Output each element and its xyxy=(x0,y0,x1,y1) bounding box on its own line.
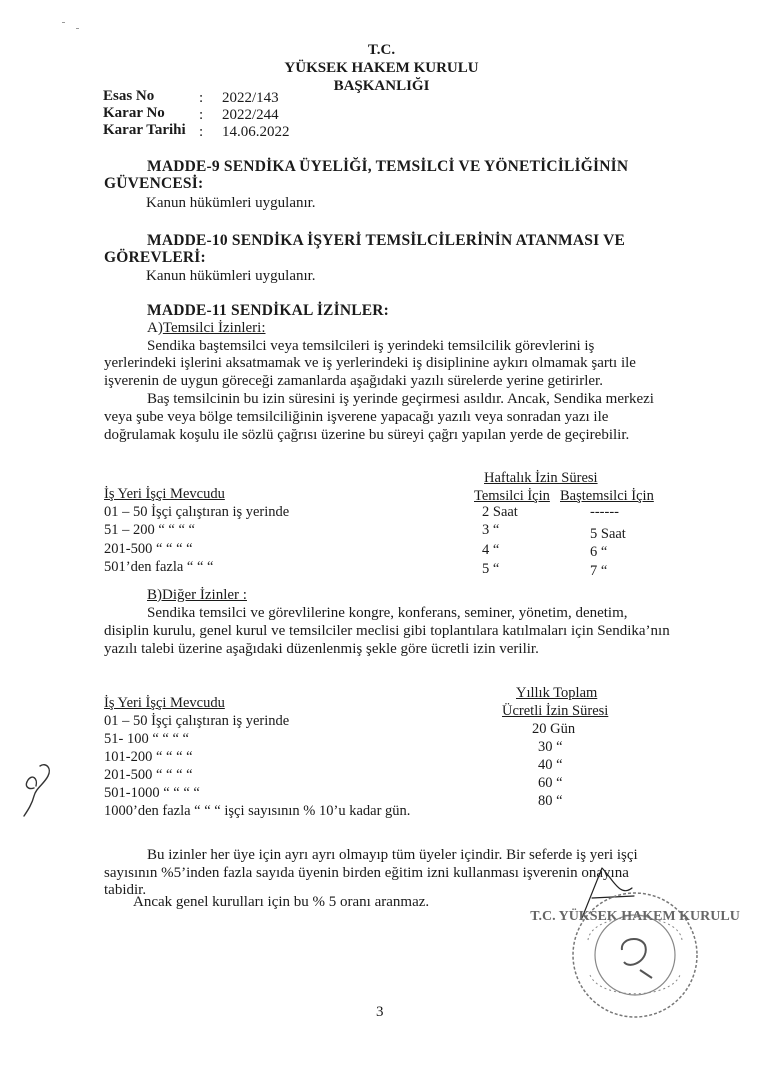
table-a-row-label: 201-500 “ “ “ “ xyxy=(104,541,193,557)
madde11-para2-line2: veya şube veya bölge temsilciliğinin işverene yapacağı yazılı veya sonradan yazı ile xyxy=(104,409,609,425)
karar-label: Karar No xyxy=(103,105,165,121)
madde11-para1-line3: işverenin de uygun göreceği zamanlarda aşağıdaki yazılı sürelerde yerine getirirler. xyxy=(104,373,603,389)
madde11-para1-line2: yerlerindeki işlerini aksatmamak ve iş yerlerindeki iş disiplinine aykırı olmamak şartı ile xyxy=(104,355,636,371)
madde11-sub-a xyxy=(147,320,266,337)
table-a-row-temsilci: 3 “ xyxy=(482,522,500,538)
table-b-row-label: 01 – 50 İşçi çalıştıran iş yerinde xyxy=(104,713,290,729)
madde11-para2-line3: doğrulamak koşulu ile sözlü çağrısı üzerine bu süreyi çağrı yapılan yerde de geçirebilir. xyxy=(104,427,630,443)
table-a-col1-header: Temsilci İçin xyxy=(474,488,550,504)
esas-colon: : xyxy=(199,90,204,106)
header-tc: T.C. xyxy=(367,42,396,58)
header-presidency: BAŞKANLIĞI xyxy=(333,78,430,94)
table-a-row-label: 51 – 200 “ “ “ “ xyxy=(104,522,195,538)
madde9-title-line2: GÜVENCESİ: xyxy=(104,175,204,192)
table-b-row-value: 60 “ xyxy=(538,775,563,791)
section-b-line2: disiplin kurulu, genel kurul ve temsilciler meclisi gibi toplantılara katılmaları için Sendika’nın xyxy=(104,623,670,639)
madde11-title: MADDE-11 SENDİKAL İZİNLER: xyxy=(147,302,390,319)
table-b-left-header: İş Yeri İşçi Mevcudu xyxy=(104,695,225,711)
tarih-label: Karar Tarihi xyxy=(103,122,186,138)
closing-line3: tabidir. xyxy=(104,882,147,898)
table-b-row-label: 501-1000 “ “ “ “ xyxy=(104,785,200,801)
esas-label: Esas No xyxy=(103,88,155,104)
table-a-left-header: İş Yeri İşçi Mevcudu xyxy=(104,486,225,502)
closing-line1: Bu izinler her üye için ayrı ayrı olmayıp tüm üyeler içindir. Bir seferde iş yeri işçi xyxy=(147,847,638,863)
table-b-right-header-line1: Yıllık Toplam xyxy=(516,685,598,701)
table-a-right-header: Haftalık İzin Süresi xyxy=(484,470,598,486)
table-a-row-bastemsilci: 5 Saat xyxy=(590,526,626,542)
official-stamp-icon xyxy=(530,880,740,1030)
table-a-row-bastemsilci: 6 “ xyxy=(590,544,608,560)
table-b-row-value: 30 “ xyxy=(538,739,563,755)
scan-speck xyxy=(62,22,65,23)
table-a-row-bastemsilci: ------ xyxy=(590,504,619,520)
table-a-row-label: 501’den fazla “ “ “ xyxy=(104,559,214,575)
table-b-row-label: 51- 100 “ “ “ “ xyxy=(104,731,189,747)
madde11-para1-line1: Sendika baştemsilci veya temsilcileri iş yerindeki temsilcilik görevlerini iş xyxy=(147,338,595,354)
table-a-col2-header: Baştemsilci İçin xyxy=(560,488,654,504)
header-institution: YÜKSEK HAKEM KURULU xyxy=(284,60,479,76)
table-b-row-label: 201-500 “ “ “ “ xyxy=(104,767,193,783)
table-a-row-bastemsilci: 7 “ xyxy=(590,563,608,579)
table-b-row-value: 20 Gün xyxy=(532,721,576,737)
closing-para2: Ancak genel kurulları için bu % 5 oranı aranmaz. xyxy=(133,894,430,910)
stamp-text: T.C. YÜKSEK HAKEM KURULU xyxy=(530,909,740,924)
esas-value: 2022/143 xyxy=(222,90,279,106)
table-a-row-temsilci: 5 “ xyxy=(482,561,500,577)
section-b-line1: Sendika temsilci ve görevlilerine kongre, konferans, seminer, yönetim, denetim, xyxy=(147,605,628,621)
madde9-body: Kanun hükümleri uygulanır. xyxy=(146,195,316,211)
table-a-row-temsilci: 2 Saat xyxy=(482,504,518,520)
madde10-title-line2: GÖREVLERİ: xyxy=(104,249,206,266)
margin-signature-icon xyxy=(18,760,58,820)
closing-line2: sayısının %5’inden fazla sayıda üyenin birden eğitim izni kullanması işverenin onayına xyxy=(104,865,629,881)
madde10-title-line1: MADDE-10 SENDİKA İŞYERİ TEMSİLCİLERİNİN ATANMASI VE xyxy=(147,232,626,249)
scan-speck xyxy=(76,28,79,29)
table-a-row-label: 01 – 50 İşçi çalıştıran iş yerinde xyxy=(104,504,290,520)
tarih-value: 14.06.2022 xyxy=(222,124,290,140)
section-b-label: B)Diğer İzinler : xyxy=(147,587,247,603)
madde9-title-line1: MADDE-9 SENDİKA ÜYELİĞİ, TEMSİLCİ VE YÖNETİCİLİĞİNİN xyxy=(147,158,629,175)
karar-value: 2022/244 xyxy=(222,107,279,123)
section-b-line3: yazılı talebi üzerine aşağıdaki düzenlenmiş şekle göre ücretli izin verilir. xyxy=(104,641,539,657)
sub-a-label: Temsilci İzinleri: xyxy=(162,320,266,336)
table-b-row-label: 101-200 “ “ “ “ xyxy=(104,749,193,765)
page-number: 3 xyxy=(376,1004,384,1020)
table-b-right-header-line2: Ücretli İzin Süresi xyxy=(502,703,609,719)
madde10-body: Kanun hükümleri uygulanır. xyxy=(146,268,316,284)
table-b-row-value: 80 “ xyxy=(538,793,563,809)
table-b-row-value: 40 “ xyxy=(538,757,563,773)
tarih-colon: : xyxy=(199,124,204,140)
sub-a-prefix: A) xyxy=(147,320,163,336)
karar-colon: : xyxy=(199,107,204,123)
table-b-row-label: 1000’den fazla “ “ “ işçi sayısının % 10’u kadar gün. xyxy=(104,803,411,819)
table-a-row-temsilci: 4 “ xyxy=(482,542,500,558)
madde11-para2-line1: Baş temsilcinin bu izin süresini iş yerinde geçirmesi asıldır. Ancak, Sendika merkezi xyxy=(147,391,654,407)
